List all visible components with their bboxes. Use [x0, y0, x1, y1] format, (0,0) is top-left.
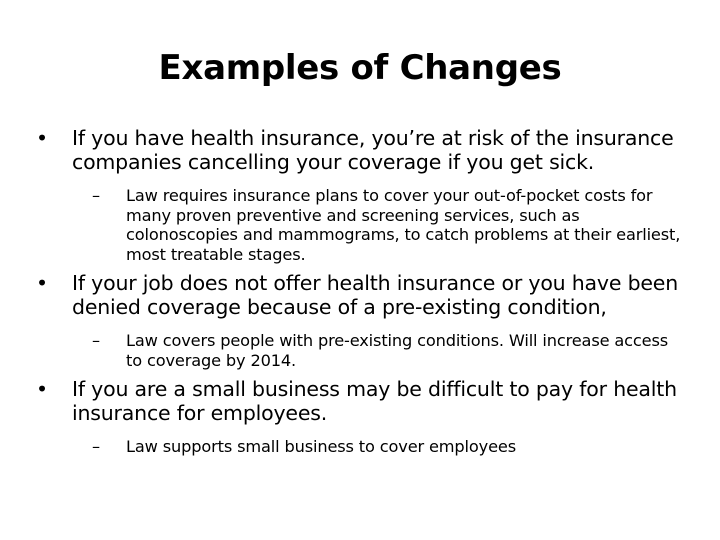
dash-icon: – — [92, 331, 100, 350]
bullet-point — [36, 271, 684, 319]
bullet-text: If you have health insurance, you’re at risk of the insurance companies cancelling your coverage if you get sick. — [72, 126, 674, 174]
dash-icon: – — [92, 437, 100, 456]
bullet-icon: • — [36, 126, 48, 150]
dash-icon: – — [92, 186, 100, 205]
sub-point — [92, 437, 684, 457]
bullet-icon: • — [36, 271, 48, 295]
bullet-text: If you are a small business may be difficult to pay for health insurance for employees. — [72, 377, 677, 425]
sub-point-text: Law supports small business to cover employees — [126, 437, 516, 456]
sub-point — [92, 186, 684, 264]
bullet-point — [36, 377, 684, 425]
sub-point — [92, 331, 684, 370]
slide-title: Examples of Changes — [158, 48, 562, 88]
bullet-text: If your job does not offer health insurance or you have been denied coverage because of a pre-existing condition, — [72, 271, 679, 319]
sub-point-text: Law requires insurance plans to cover your out-of-pocket costs for many proven preventive and screening services, such as colonoscopies and mammograms, to catch problems at their earliest, most treatable stages. — [126, 186, 681, 264]
bullet-point — [36, 126, 684, 174]
sub-point-text: Law covers people with pre-existing conditions. Will increase access to coverage by 2014. — [126, 331, 669, 370]
slide-body — [36, 126, 684, 457]
bullet-icon: • — [36, 377, 48, 401]
